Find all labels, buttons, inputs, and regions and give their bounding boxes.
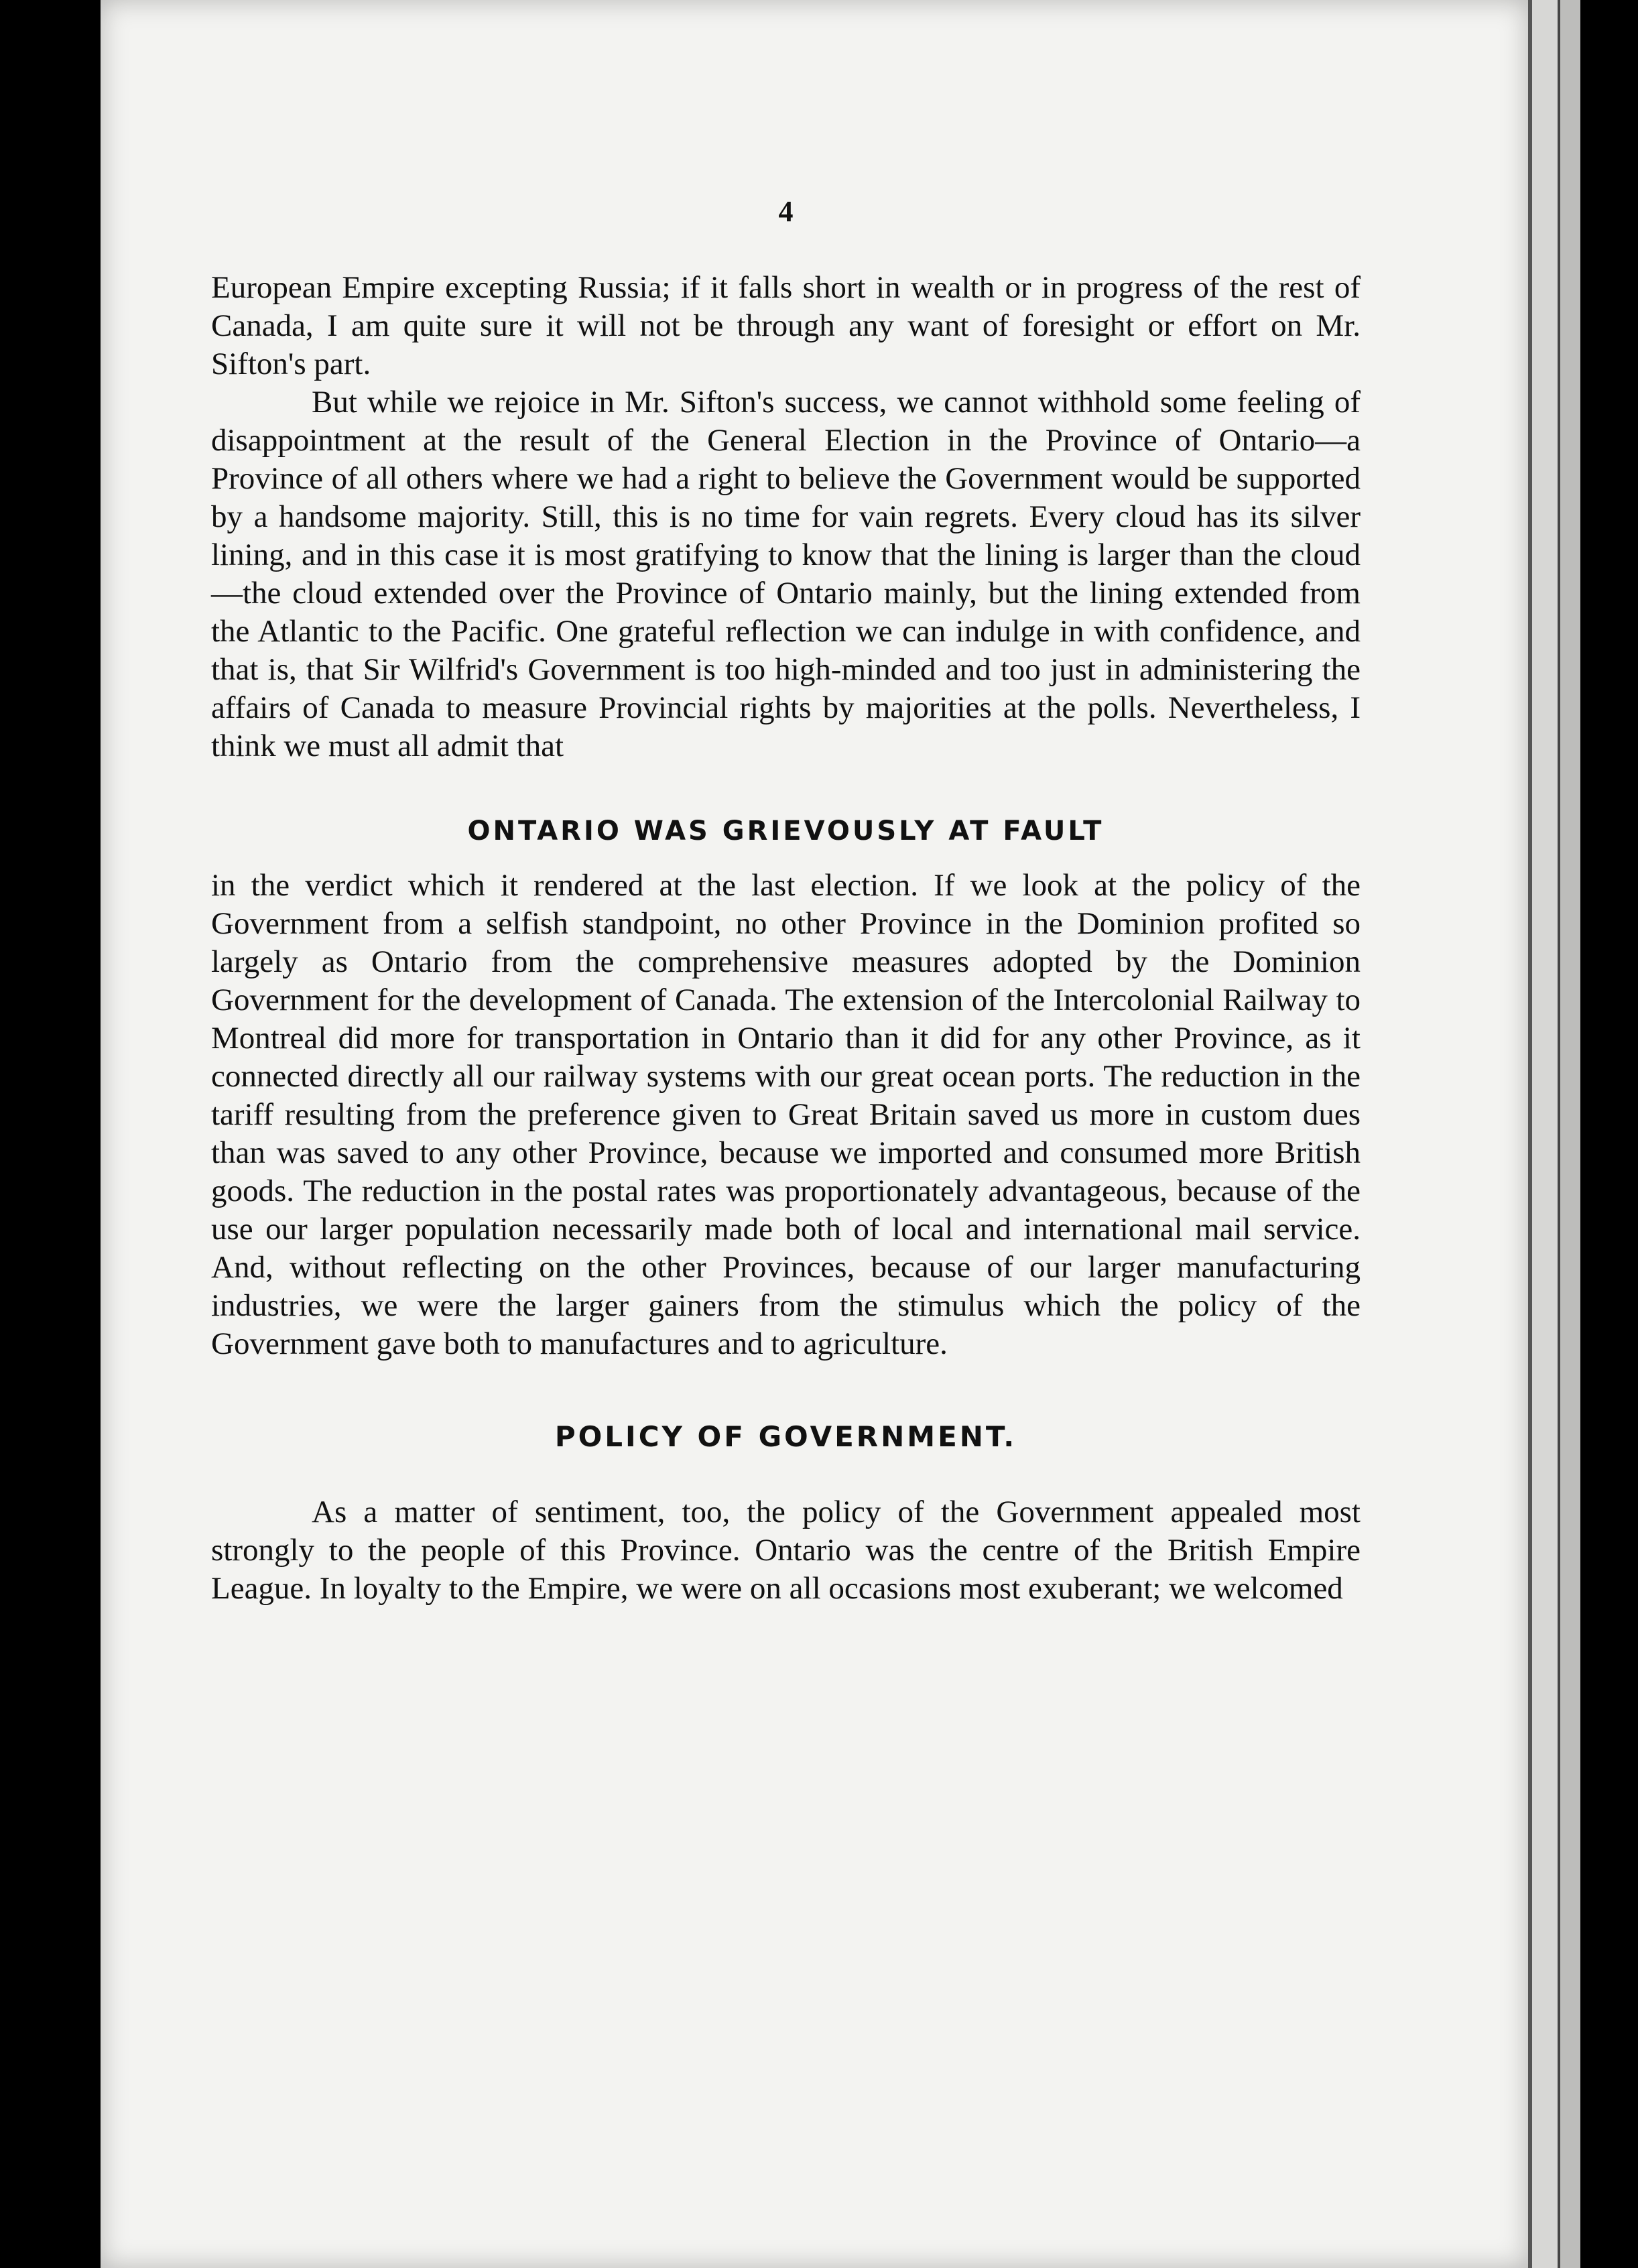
paragraph-2: But while we rejoice in Mr. Sifton's success, we cannot withhold some feeling of disappointment at the result of the General Election in the Province of Ontario—a Province of all others where we had a right to believe the Government would be supported by a handsome majority. Still, this is no time for vain regrets. Every cloud has its silver lining, and in this case it is most gratifying to know that the lining is larger than the cloud —the cloud extended over the Province of Ontario mainly, but the lining extended from the Atlantic to the Pacific. One grateful reflection we can indulge in with confidence, and that is, that Sir Wilfrid's Government is too high-minded and too just in administering the affairs of Canada to measure Provincial rights by majorities at the polls. Nevertheless, I think we must all admit that: [211, 385, 1361, 763]
paragraph-1: European Empire excepting Russia; if it falls short in wealth or in progress of the rest of Canada, I am quite sure it will not be through any want of foresight or effort on Mr. Sifton's part.: [211, 270, 1361, 381]
adjacent-page-edge: [1528, 0, 1562, 2268]
section-heading-ontario-at-fault: ONTARIO WAS GRIEVOUSLY AT FAULT: [467, 816, 1105, 846]
page-text-block: [211, 194, 1361, 1608]
page-number: 4: [778, 195, 794, 228]
adjacent-page-edge-outer: [1558, 0, 1580, 2268]
paragraph-3: in the verdict which it rendered at the last election. If we look at the policy of the Government from a selfish standpoint, no other Province in the Dominion profited so largely as Ontario from the comprehensive measures adopted by the Dominion Government for the development of Canada. The extension of the Intercolonial Railway to Montreal did more for transportation in Ontario than it did for any other Province, as it connected directly all our railway systems with our great ocean ports. The reduction in the tariff resulting from the preference given to Great Britain saved us more in custom dues than was saved to any other Province, because we imported and consumed more British goods. The reduction in the postal rates was proportionately advantageous, because of the use our larger population necessarily made both of local and international mail service. And, without reflecting on the other Provinces, because of our larger manufacturing industries, we were the larger gainers from the stimulus which the policy of the Government gave both to manufactures and to agriculture.: [211, 868, 1361, 1361]
section-heading-policy-of-government: POLICY OF GOVERNMENT.: [554, 1420, 1017, 1453]
paragraph-4: As a matter of sentiment, too, the policy of the Government appealed most strongly to the people of this Province. Ontario was the centre of the British Empire League. In loyalty to the Empire, we were on all occasions most exuberant; we welcomed: [211, 1495, 1361, 1606]
